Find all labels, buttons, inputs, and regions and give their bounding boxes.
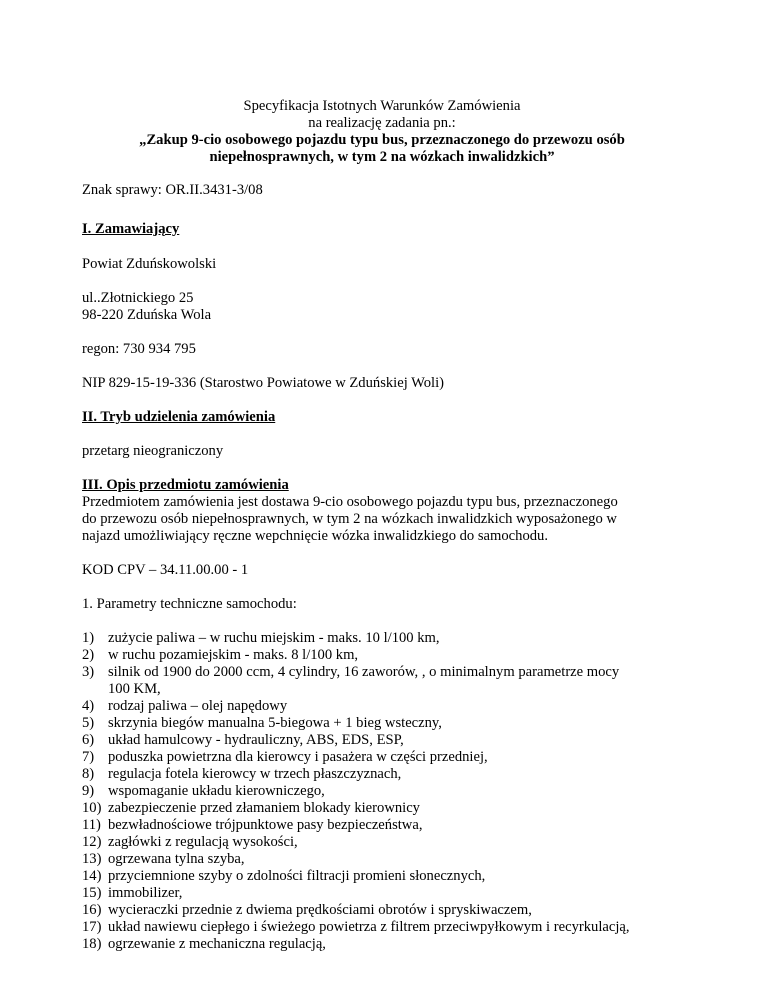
list-item-text: wycieraczki przednie z dwiema prędkościami obrotów i spryskiwaczem,: [108, 902, 532, 918]
list-item-number: 3): [82, 664, 95, 680]
list-item-text: ogrzewana tylna szyba,: [108, 851, 245, 867]
list-item-text: immobilizer,: [108, 885, 183, 901]
cpv-code: KOD CPV – 34.11.00.00 - 1: [82, 562, 249, 578]
section-3-heading: III. Opis przedmiotu zamówienia: [82, 477, 289, 493]
list-item-number: 2): [82, 647, 95, 663]
description-line-2: do przewozu osób niepełnosprawnych, w tym 2 na wózkach inwalidzkich wyposażonego w: [82, 511, 617, 527]
list-item-number: 18): [82, 936, 102, 952]
list-item-number: 4): [82, 698, 95, 714]
organization-name: Powiat Zduńskowolski: [82, 256, 217, 272]
list-item-text: bezwładnościowe trójpunktowe pasy bezpieczeństwa,: [108, 817, 423, 833]
description-line-1: Przedmiotem zamówienia jest dostawa 9-cio osobowego pojazdu typu bus, przeznaczonego: [82, 494, 618, 510]
list-item-number: 11): [82, 817, 101, 833]
list-item-text: zużycie paliwa – w ruchu miejskim - maks. 10 l/100 km,: [108, 630, 440, 646]
list-item-text: zabezpieczenie przed złamaniem blokady kierownicy: [108, 800, 420, 816]
address-street: ul..Złotnickiego 25: [82, 290, 194, 306]
list-item-text: silnik od 1900 do 2000 ccm, 4 cylindry, 16 zaworów, , o minimalnym parametrze mocy: [108, 664, 620, 680]
list-item-text: poduszka powietrzna dla kierowcy i pasażera w części przedniej,: [108, 749, 488, 765]
list-item-text: regulacja fotela kierowcy w trzech płaszczyznach,: [108, 766, 402, 782]
list-item-number: 14): [82, 868, 102, 884]
address-city: 98-220 Zduńska Wola: [82, 307, 212, 323]
reference-number: Znak sprawy: OR.II.3431-3/08: [82, 182, 263, 198]
list-item-text: rodzaj paliwa – olej napędowy: [108, 698, 288, 714]
list-item-number: 6): [82, 732, 95, 748]
list-item-number: 12): [82, 834, 102, 850]
list-item-text: układ hamulcowy - hydrauliczny, ABS, EDS, ESP,: [108, 732, 404, 748]
header-line-1: Specyfikacja Istotnych Warunków Zamówienia: [243, 98, 521, 114]
list-item-number: 17): [82, 919, 102, 935]
header-line-2: na realizację zadania pn.:: [308, 115, 456, 131]
list-item-number: 7): [82, 749, 95, 765]
list-item-number: 16): [82, 902, 102, 918]
section-1-heading: I. Zamawiający: [82, 221, 180, 237]
list-item-number: 13): [82, 851, 102, 867]
regon-number: regon: 730 934 795: [82, 341, 196, 357]
list-item-text: układ nawiewu ciepłego i świeżego powietrza z filtrem przeciwpyłkowym i recyrkulacją,: [108, 919, 630, 935]
header-title-line-1: „Zakup 9-cio osobowego pojazdu typu bus, przeznaczonego do przewozu osób: [139, 132, 625, 148]
list-item-text: ogrzewanie z mechaniczna regulacją,: [108, 936, 326, 952]
params-title: 1. Parametry techniczne samochodu:: [82, 596, 297, 612]
header-title-line-2: niepełnosprawnych, w tym 2 na wózkach inwalidzkich”: [209, 149, 555, 165]
list-item-number: 15): [82, 885, 102, 901]
list-item-number: 1): [82, 630, 95, 646]
list-item-continuation: 100 KM,: [108, 681, 161, 697]
nip-number: NIP 829-15-19-336 (Starostwo Powiatowe w Zduńskiej Woli): [82, 375, 445, 391]
list-item-text: w ruchu pozamiejskim - maks. 8 l/100 km,: [108, 647, 359, 663]
list-item-text: przyciemnione szyby o zdolności filtracji promieni słonecznych,: [108, 868, 486, 884]
list-item-text: wspomaganie układu kierowniczego,: [108, 783, 325, 799]
list-item-text: zagłówki z regulacją wysokości,: [108, 834, 298, 850]
list-item-number: 8): [82, 766, 95, 782]
procedure-type: przetarg nieograniczony: [82, 443, 224, 459]
list-item-number: 5): [82, 715, 95, 731]
section-2-heading: II. Tryb udzielenia zamówienia: [82, 409, 276, 425]
list-item-text: skrzynia biegów manualna 5-biegowa + 1 bieg wsteczny,: [108, 715, 442, 731]
list-item-number: 10): [82, 800, 102, 816]
description-line-3: najazd umożliwiający ręczne wepchnięcie wózka inwalidzkiego do samochodu.: [82, 528, 548, 544]
list-item-number: 9): [82, 783, 95, 799]
